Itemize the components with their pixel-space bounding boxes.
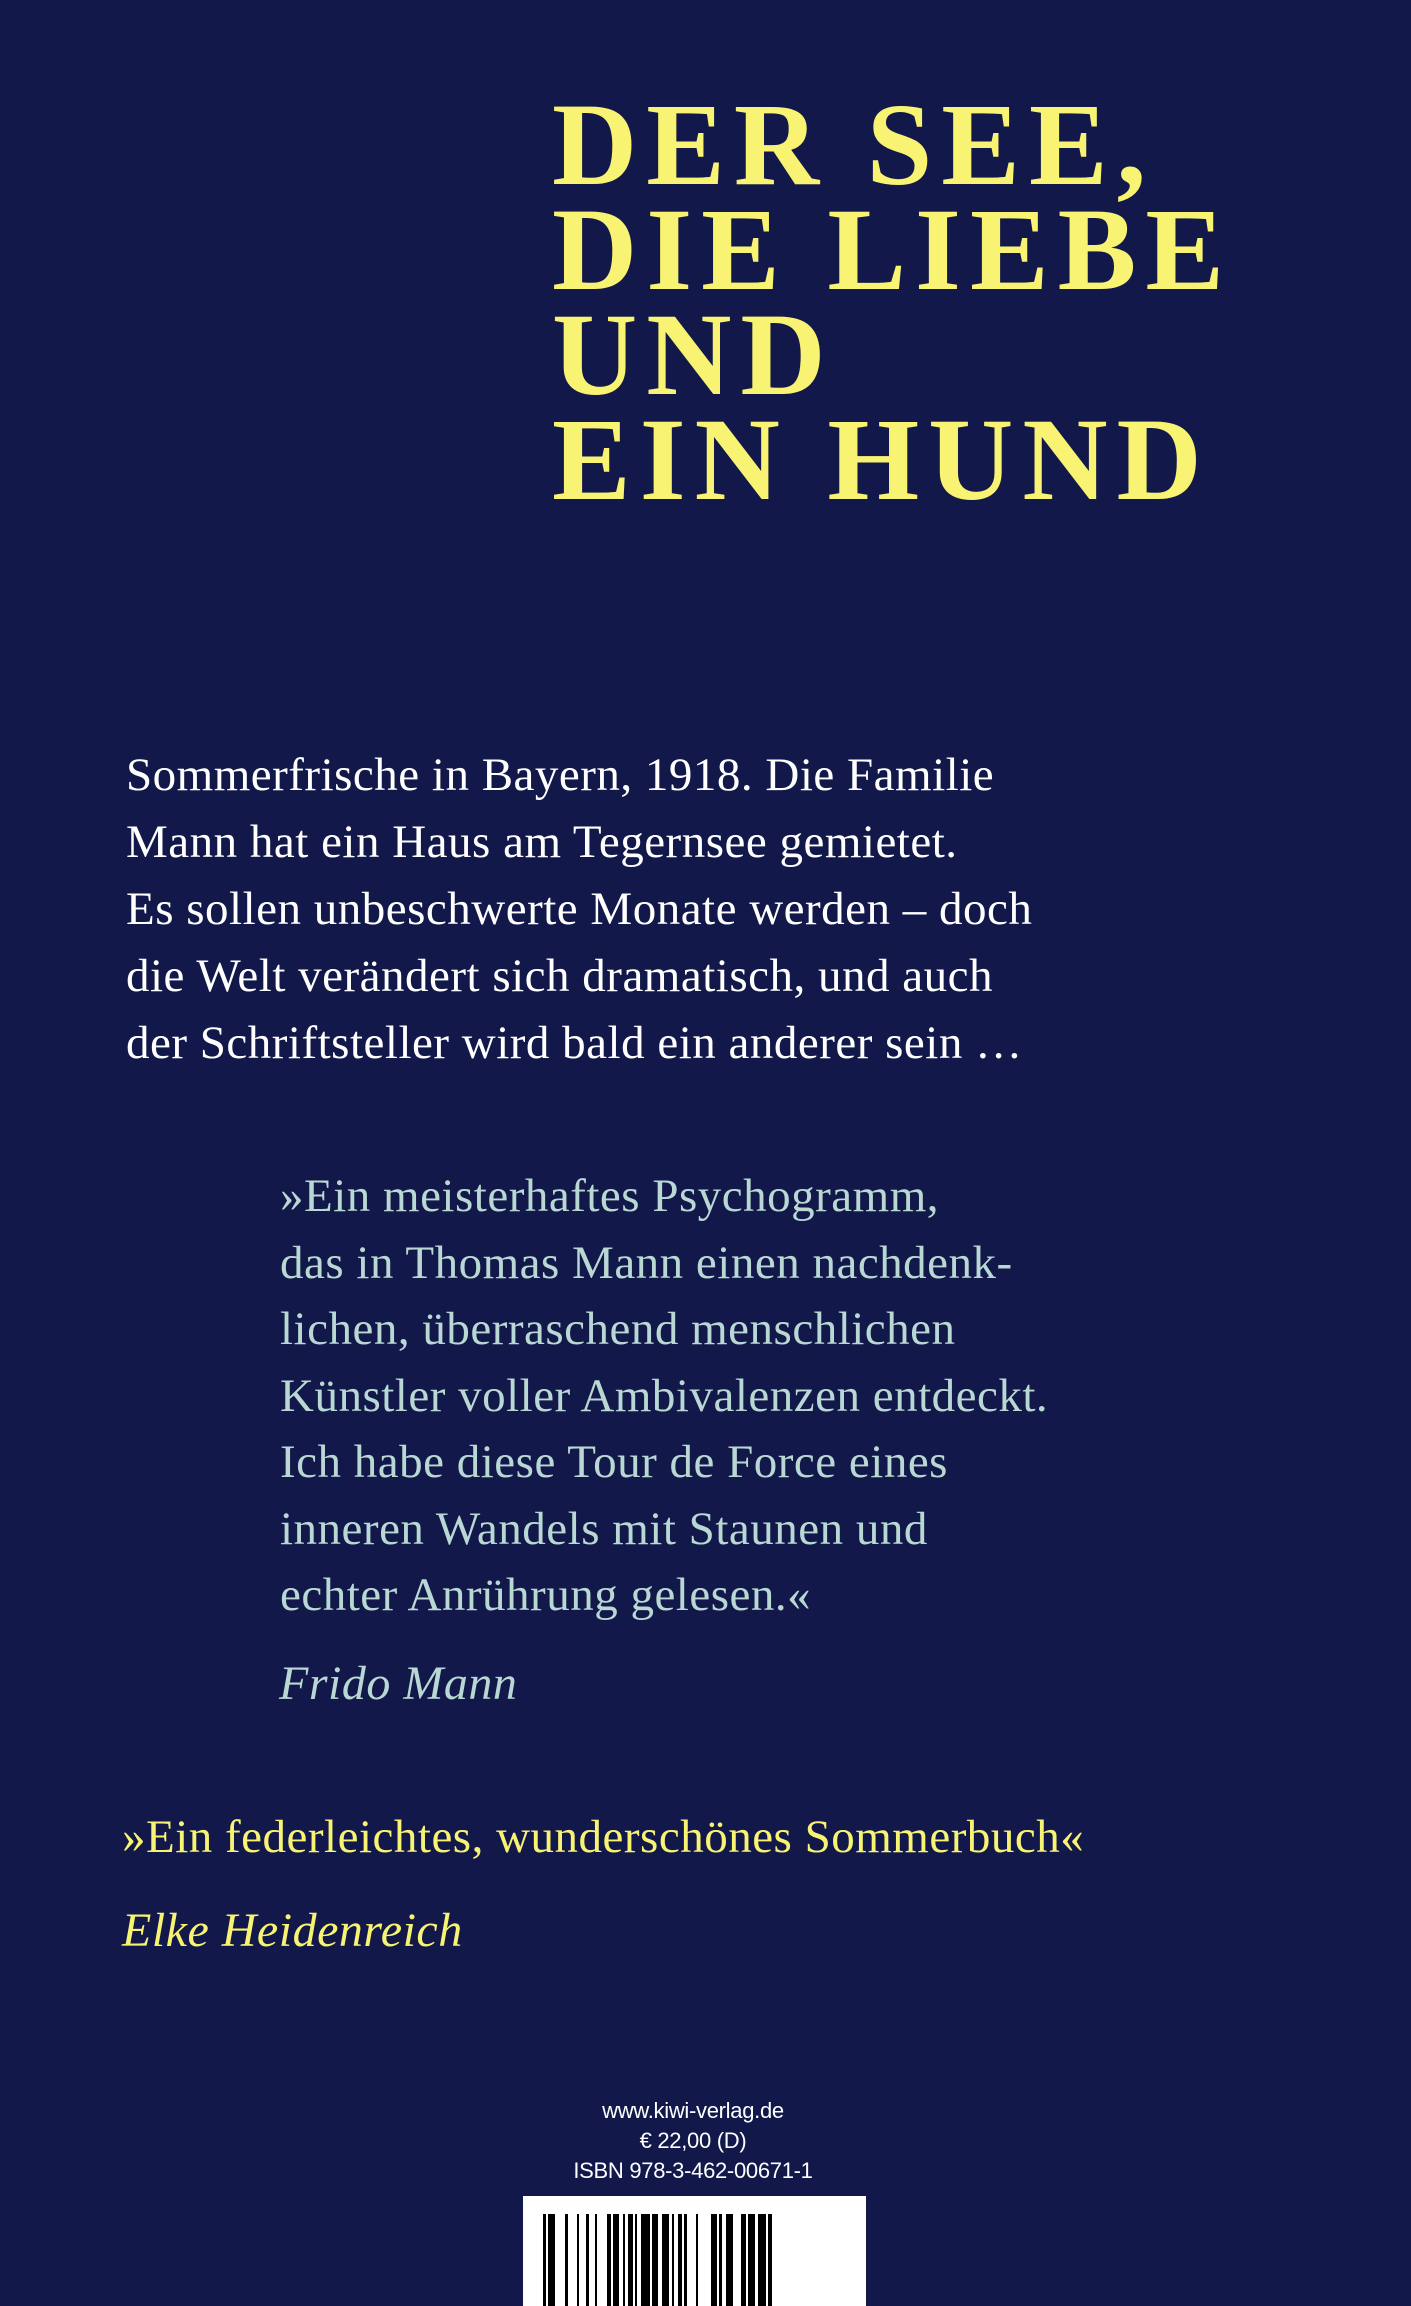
barcode-bar [628, 2214, 633, 2306]
barcode [523, 2196, 866, 2306]
quote-line: Ich habe diese Tour de Force eines [280, 1436, 948, 1488]
barcode-bar [696, 2214, 698, 2306]
barcode-bar [613, 2214, 619, 2306]
title-line: DIE LIEBE [552, 184, 1234, 315]
price: € 22,00 (D) [639, 2128, 747, 2153]
quote-line: Künstler voller Ambivalenzen entdeckt. [280, 1369, 1049, 1422]
title-line: UND [552, 289, 835, 420]
barcode-bar [586, 2214, 589, 2306]
quote-line: echter Anrührung gelesen.« [280, 1569, 812, 1621]
website: www.kiwi-verlag.de [602, 2098, 784, 2123]
barcode-bar [565, 2214, 568, 2306]
quote-author: Frido Mann [279, 1657, 518, 1710]
title-line: EIN HUND [552, 394, 1211, 525]
blurb-line: Sommerfrische in Bayern, 1918. Die Familie [126, 749, 995, 801]
highlight-quote: »Ein federleichtes, wunderschönes Sommerbuch« [122, 1811, 1085, 1863]
blurb-line: Mann hat ein Haus am Tegernsee gemietet. [126, 816, 958, 868]
barcode-bar [607, 2214, 611, 2306]
barcode-bar [678, 2214, 682, 2306]
barcode-bar [623, 2214, 625, 2306]
barcode-bar [684, 2214, 687, 2306]
barcode-bar [758, 2214, 766, 2306]
quote-line: das in Thomas Mann einen nachdenk- [280, 1236, 1013, 1289]
barcode-bar [641, 2214, 650, 2306]
blurb [126, 742, 1032, 1077]
isbn: ISBN 978-3-462-00671-1 [573, 2158, 813, 2183]
barcode-bar [726, 2214, 733, 2306]
blurb-line: der Schriftsteller wird bald ein anderer sein … [126, 1017, 1023, 1069]
barcode-bar [577, 2214, 579, 2306]
highlight-quote-author: Elke Heidenreich [122, 1904, 463, 1957]
barcode-bars [523, 2196, 866, 2306]
publisher-info [493, 2096, 893, 2186]
barcode-bar [748, 2214, 755, 2306]
barcode-bar [719, 2214, 722, 2306]
quote-line: »Ein meisterhaftes Psychogramm, [280, 1170, 939, 1222]
barcode-bar [548, 2214, 555, 2306]
title-line: DER SEE, [552, 79, 1156, 210]
barcode-bar [652, 2214, 658, 2306]
barcode-bar [595, 2214, 597, 2306]
barcode-bar [711, 2214, 717, 2306]
barcode-bar [741, 2214, 746, 2306]
book-title [552, 79, 1234, 525]
barcode-bar [543, 2214, 546, 2306]
quote-line: inneren Wandels mit Staunen und [280, 1502, 928, 1555]
review-quote [280, 1163, 1048, 1629]
barcode-bar [768, 2214, 772, 2306]
barcode-bar [662, 2214, 669, 2306]
barcode-bar [635, 2214, 637, 2306]
quote-line: lichen, überraschend menschlichen [280, 1303, 956, 1355]
blurb-line: Es sollen unbeschwerte Monate werden – doch [126, 883, 1033, 935]
blurb-line: die Welt verändert sich dramatisch, und auch [126, 950, 993, 1002]
barcode-bar [672, 2214, 674, 2306]
